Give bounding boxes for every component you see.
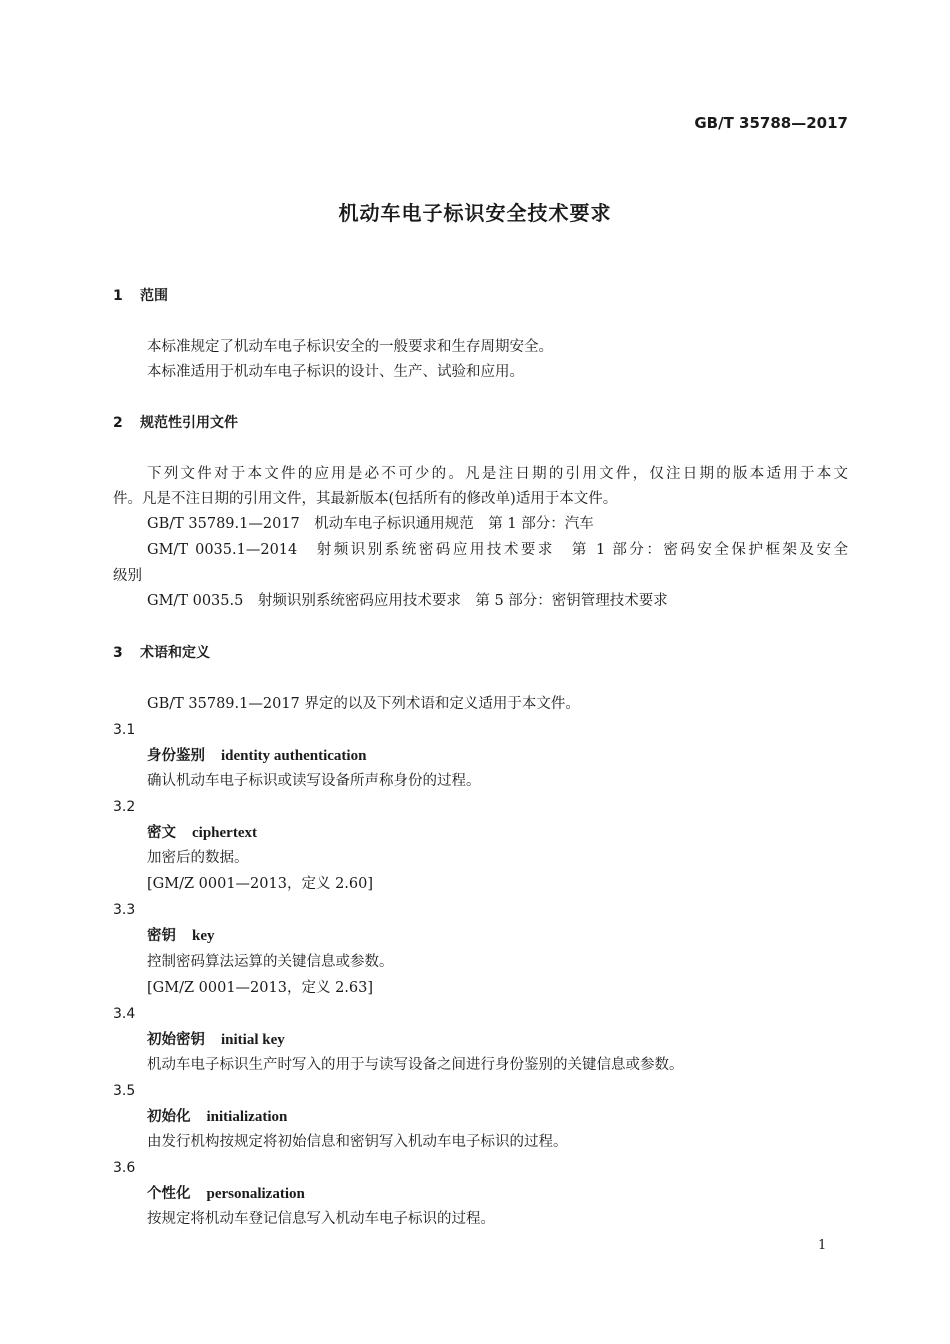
paragraph: 下列文件对于本文件的应用是必不可少的。凡是注日期的引用文件，仅注日期的版本适用于本文	[147, 466, 848, 482]
reference-item: GB/T 35789.1—2017 机动车电子标识通用规范 第 1 部分：汽车	[147, 516, 594, 532]
paragraph: GB/T 35789.1—2017 界定的以及下列术语和定义适用于本文件。	[147, 696, 580, 712]
term-heading	[147, 1030, 285, 1050]
term-definition: 由发行机构按规定将初始信息和密钥写入机动车电子标识的过程。	[147, 1134, 568, 1150]
term-heading	[147, 823, 257, 843]
term-heading	[147, 1107, 287, 1127]
section-number: 2	[113, 415, 123, 431]
term-definition: 按规定将机动车登记信息写入机动车电子标识的过程。	[147, 1211, 495, 1227]
section-title: 规范性引用文件	[140, 415, 238, 431]
term-en: key	[192, 928, 215, 944]
term-zh: 身份鉴别	[147, 748, 205, 764]
term-en: initialization	[206, 1109, 288, 1125]
term-heading	[147, 926, 215, 946]
section-3-heading	[113, 643, 210, 663]
term-number: 3.6	[113, 1160, 136, 1176]
term-source: [GM/Z 0001—2013，定义 2.60]	[147, 876, 374, 892]
standard-code: GB/T 35788—2017	[694, 114, 848, 132]
page-number: 1	[818, 1238, 827, 1253]
term-en: initial key	[221, 1032, 285, 1048]
page-title: 机动车电子标识安全技术要求	[338, 201, 612, 225]
reference-item-continuation: 级别	[113, 568, 142, 584]
term-en: identity authentication	[221, 748, 367, 764]
paragraph-continuation: 件。凡是不注日期的引用文件，其最新版本(包括所有的修改单)适用于本文件。	[113, 491, 618, 507]
section-title: 范围	[140, 288, 168, 304]
term-en: ciphertext	[192, 825, 257, 841]
term-zh: 初始化	[147, 1109, 191, 1125]
term-number: 3.4	[113, 1006, 136, 1022]
term-number: 3.3	[113, 902, 136, 918]
reference-item: GM/T 0035.5 射频识别系统密码应用技术要求 第 5 部分：密钥管理技术要求	[147, 593, 668, 609]
term-number: 3.1	[113, 722, 136, 738]
term-definition: 机动车电子标识生产时写入的用于与读写设备之间进行身份鉴别的关键信息或参数。	[147, 1057, 684, 1073]
term-heading	[147, 1184, 305, 1204]
section-number: 3	[113, 645, 123, 661]
term-en: personalization	[206, 1186, 305, 1202]
term-zh: 初始密钥	[147, 1032, 205, 1048]
term-number: 3.5	[113, 1083, 136, 1099]
term-definition: 控制密码算法运算的关键信息或参数。	[147, 954, 394, 970]
section-number: 1	[113, 288, 123, 304]
reference-item: GM/T 0035.1—2014 射频识别系统密码应用技术要求 第 1 部分：密码安全保护框架及安全	[147, 542, 848, 558]
term-source: [GM/Z 0001—2013，定义 2.63]	[147, 980, 374, 996]
paragraph: 本标准适用于机动车电子标识的设计、生产、试验和应用。	[147, 364, 524, 380]
term-zh: 密钥	[147, 928, 176, 944]
term-definition: 确认机动车电子标识或读写设备所声称身份的过程。	[147, 773, 481, 789]
term-zh: 密文	[147, 825, 176, 841]
section-2-heading	[113, 413, 238, 433]
term-definition: 加密后的数据。	[147, 850, 249, 866]
term-heading	[147, 746, 366, 766]
section-1-heading	[113, 286, 168, 306]
paragraph: 本标准规定了机动车电子标识安全的一般要求和生存周期安全。	[147, 339, 553, 355]
term-zh: 个性化	[147, 1186, 191, 1202]
term-number: 3.2	[113, 799, 136, 815]
section-title: 术语和定义	[140, 645, 210, 661]
